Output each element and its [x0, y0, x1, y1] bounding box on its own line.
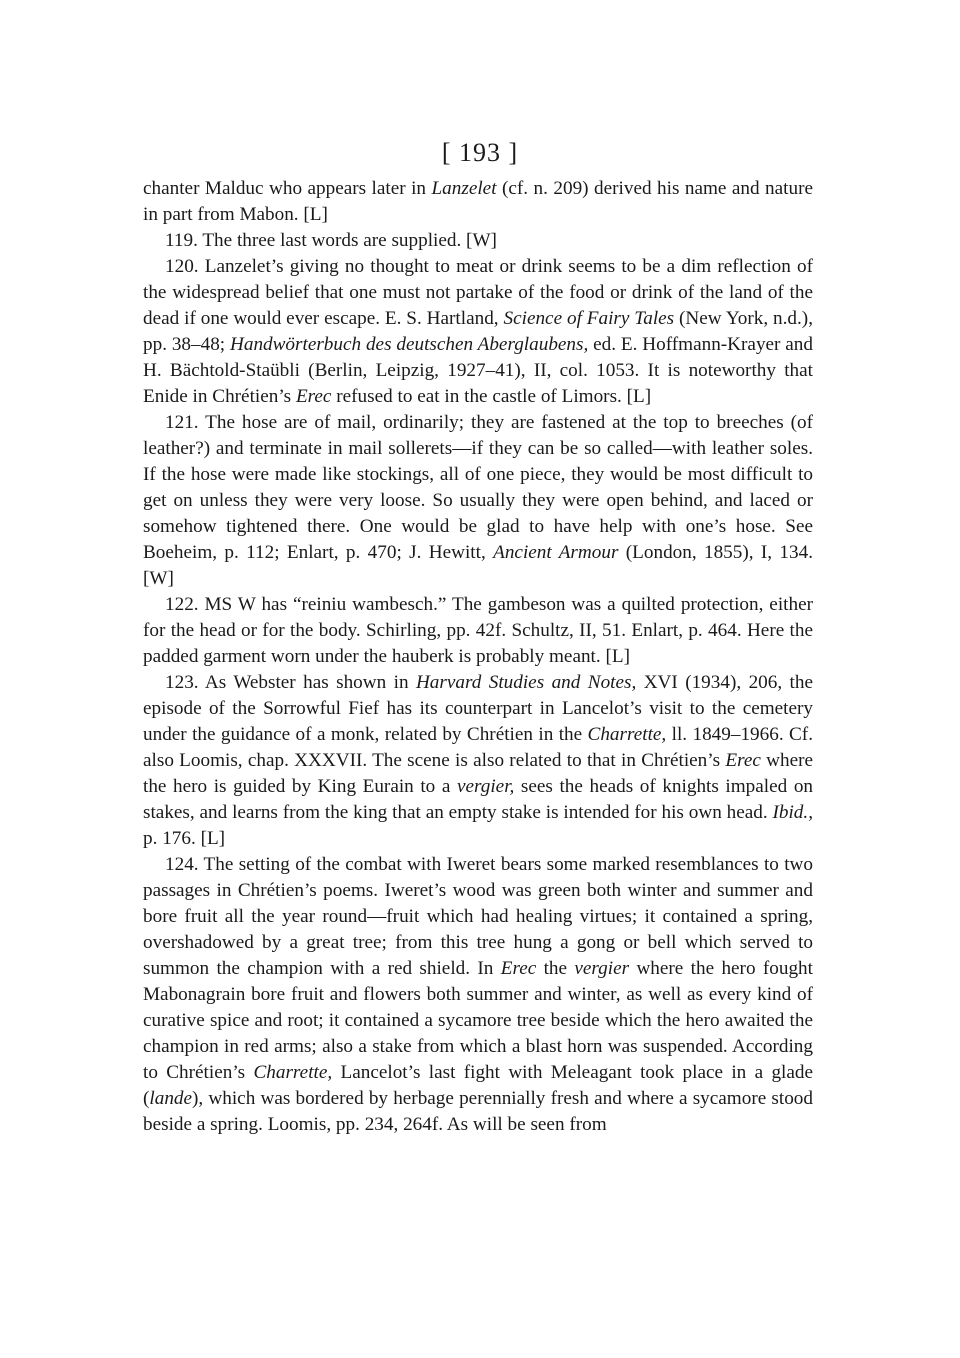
text-run: 120. Lanzelet’s giving no thought to meat or drink seems to be a dim reflection of the widespread belief that one must not partake of the food or drink of the land of the dead if one would ever escape. E. S. Hartland,: [143, 256, 813, 329]
text-run: ed. E. Hoffmann-Krayer and H. Bächtold-Staübli (Berlin, Leipzig, 1927–41), II, col. 1053. It is noteworthy that Enide in Chrétien’s: [143, 334, 813, 407]
text-run: ), which was bordered by herbage perennially fresh and where a sycamore stood beside a spring. Loomis, pp. 234, 264f. As will be seen from: [143, 1088, 813, 1135]
text-run: chanter Malduc who appears later in: [143, 178, 432, 199]
text-run: sees the heads of knights impaled on stakes, and learns from the king that an empty stake is intended for his own head.: [143, 776, 814, 823]
italic-run: Erec: [725, 750, 761, 771]
text-run: p. 176. [L]: [143, 828, 226, 849]
footnote-119: [143, 228, 813, 254]
footnote-124: [143, 852, 813, 1138]
footnote-120: [143, 254, 813, 410]
text-run: refused to eat in the castle of Limors. [L]: [331, 386, 652, 407]
italic-run: vergier: [574, 958, 630, 979]
italic-run: Handwörterbuch des deutschen Aberglaubens,: [230, 334, 589, 355]
text-run: (London, 1855), I, 134. [W]: [143, 542, 814, 589]
text-run: 119. The three last words are supplied. [W]: [165, 230, 497, 251]
text-run: XVI (1934), 206, the episode of the Sorrowful Fief has its counterpart in Lancelot’s visit to the cemetery under the guidance of a monk, related by Chrétien in the: [143, 672, 813, 745]
footnote-121: [143, 410, 813, 592]
text-run: where the hero fought Mabonagrain bore fruit and flowers both summer and winter, as well as every kind of curative spice and root; it contained a sycamore tree beside which the hero awaited the champion in red arms; also a stake from which a blast horn was suspended. According to Chrétien’s: [143, 958, 813, 1083]
italic-run: Science of Fairy Tales: [503, 308, 675, 329]
text-run: 121. The hose are of mail, ordinarily; they are fastened at the top to breeches (of leather?) and terminate in mail sollerets—if they can be so called—with leather soles. If the hose were made like stockings, all of one piece, they would be most difficult to get on unless they were very loose. So usually they were open behind, and laced or somehow tightened there. One would be glad to have help with one’s hose. See Boeheim, p. 112; Enlart, p. 470; J. Hewitt,: [143, 412, 813, 563]
text-run: where the hero is guided by King Eurain to a: [143, 750, 814, 797]
italic-run: Charrette,: [587, 724, 667, 745]
text-run: the: [536, 958, 575, 979]
text-run: 122. MS W has “reiniu wambesch.” The gambeson was a quilted protection, either for the head or for the body. Schirling, pp. 42f. Schultz, II, 51. Enlart, p. 464. Here the padded garment worn under the hauberk is probably meant. [L]: [143, 594, 813, 667]
notes-body: [143, 176, 813, 1138]
footnote-122: [143, 592, 813, 670]
italic-run: Ibid.,: [772, 802, 813, 823]
italic-run: vergier,: [456, 776, 515, 797]
italic-run: lande: [149, 1088, 193, 1109]
continued-paragraph: [143, 176, 813, 228]
italic-run: Charrette,: [253, 1062, 333, 1083]
italic-run: Erec: [295, 386, 332, 407]
text-run: (New York, n.d.), pp. 38–48;: [143, 308, 813, 355]
text-run: ll. 1849–1966. Cf. also Loomis, chap. XXXVII. The scene is also related to that in Chrétien’s: [143, 724, 813, 771]
italic-run: Harvard Studies and Notes,: [415, 672, 637, 693]
italic-run: Lanzelet: [431, 178, 497, 199]
italic-run: Ancient Armour: [493, 542, 619, 563]
text-run: Lancelot’s last fight with Meleagant took place in a glade (: [143, 1062, 813, 1109]
footnote-123: [143, 670, 813, 852]
text-run: (cf. n. 209) derived his name and nature in part from Mabon. [L]: [143, 178, 814, 225]
text-run: 124. The setting of the combat with Iweret bears some marked resemblances to two passages in Chrétien’s poems. Iweret’s wood was green both winter and summer and bore fruit all the year round—fruit which had healing virtues; it contained a spring, overshadowed by a great tree; from this tree hung a gong or bell which served to summon the champion with a red shield. In: [143, 854, 813, 979]
text-run: 123. As Webster has shown in: [165, 672, 416, 693]
italic-run: Erec: [500, 958, 537, 979]
page-number: [ 193 ]: [441, 138, 519, 167]
